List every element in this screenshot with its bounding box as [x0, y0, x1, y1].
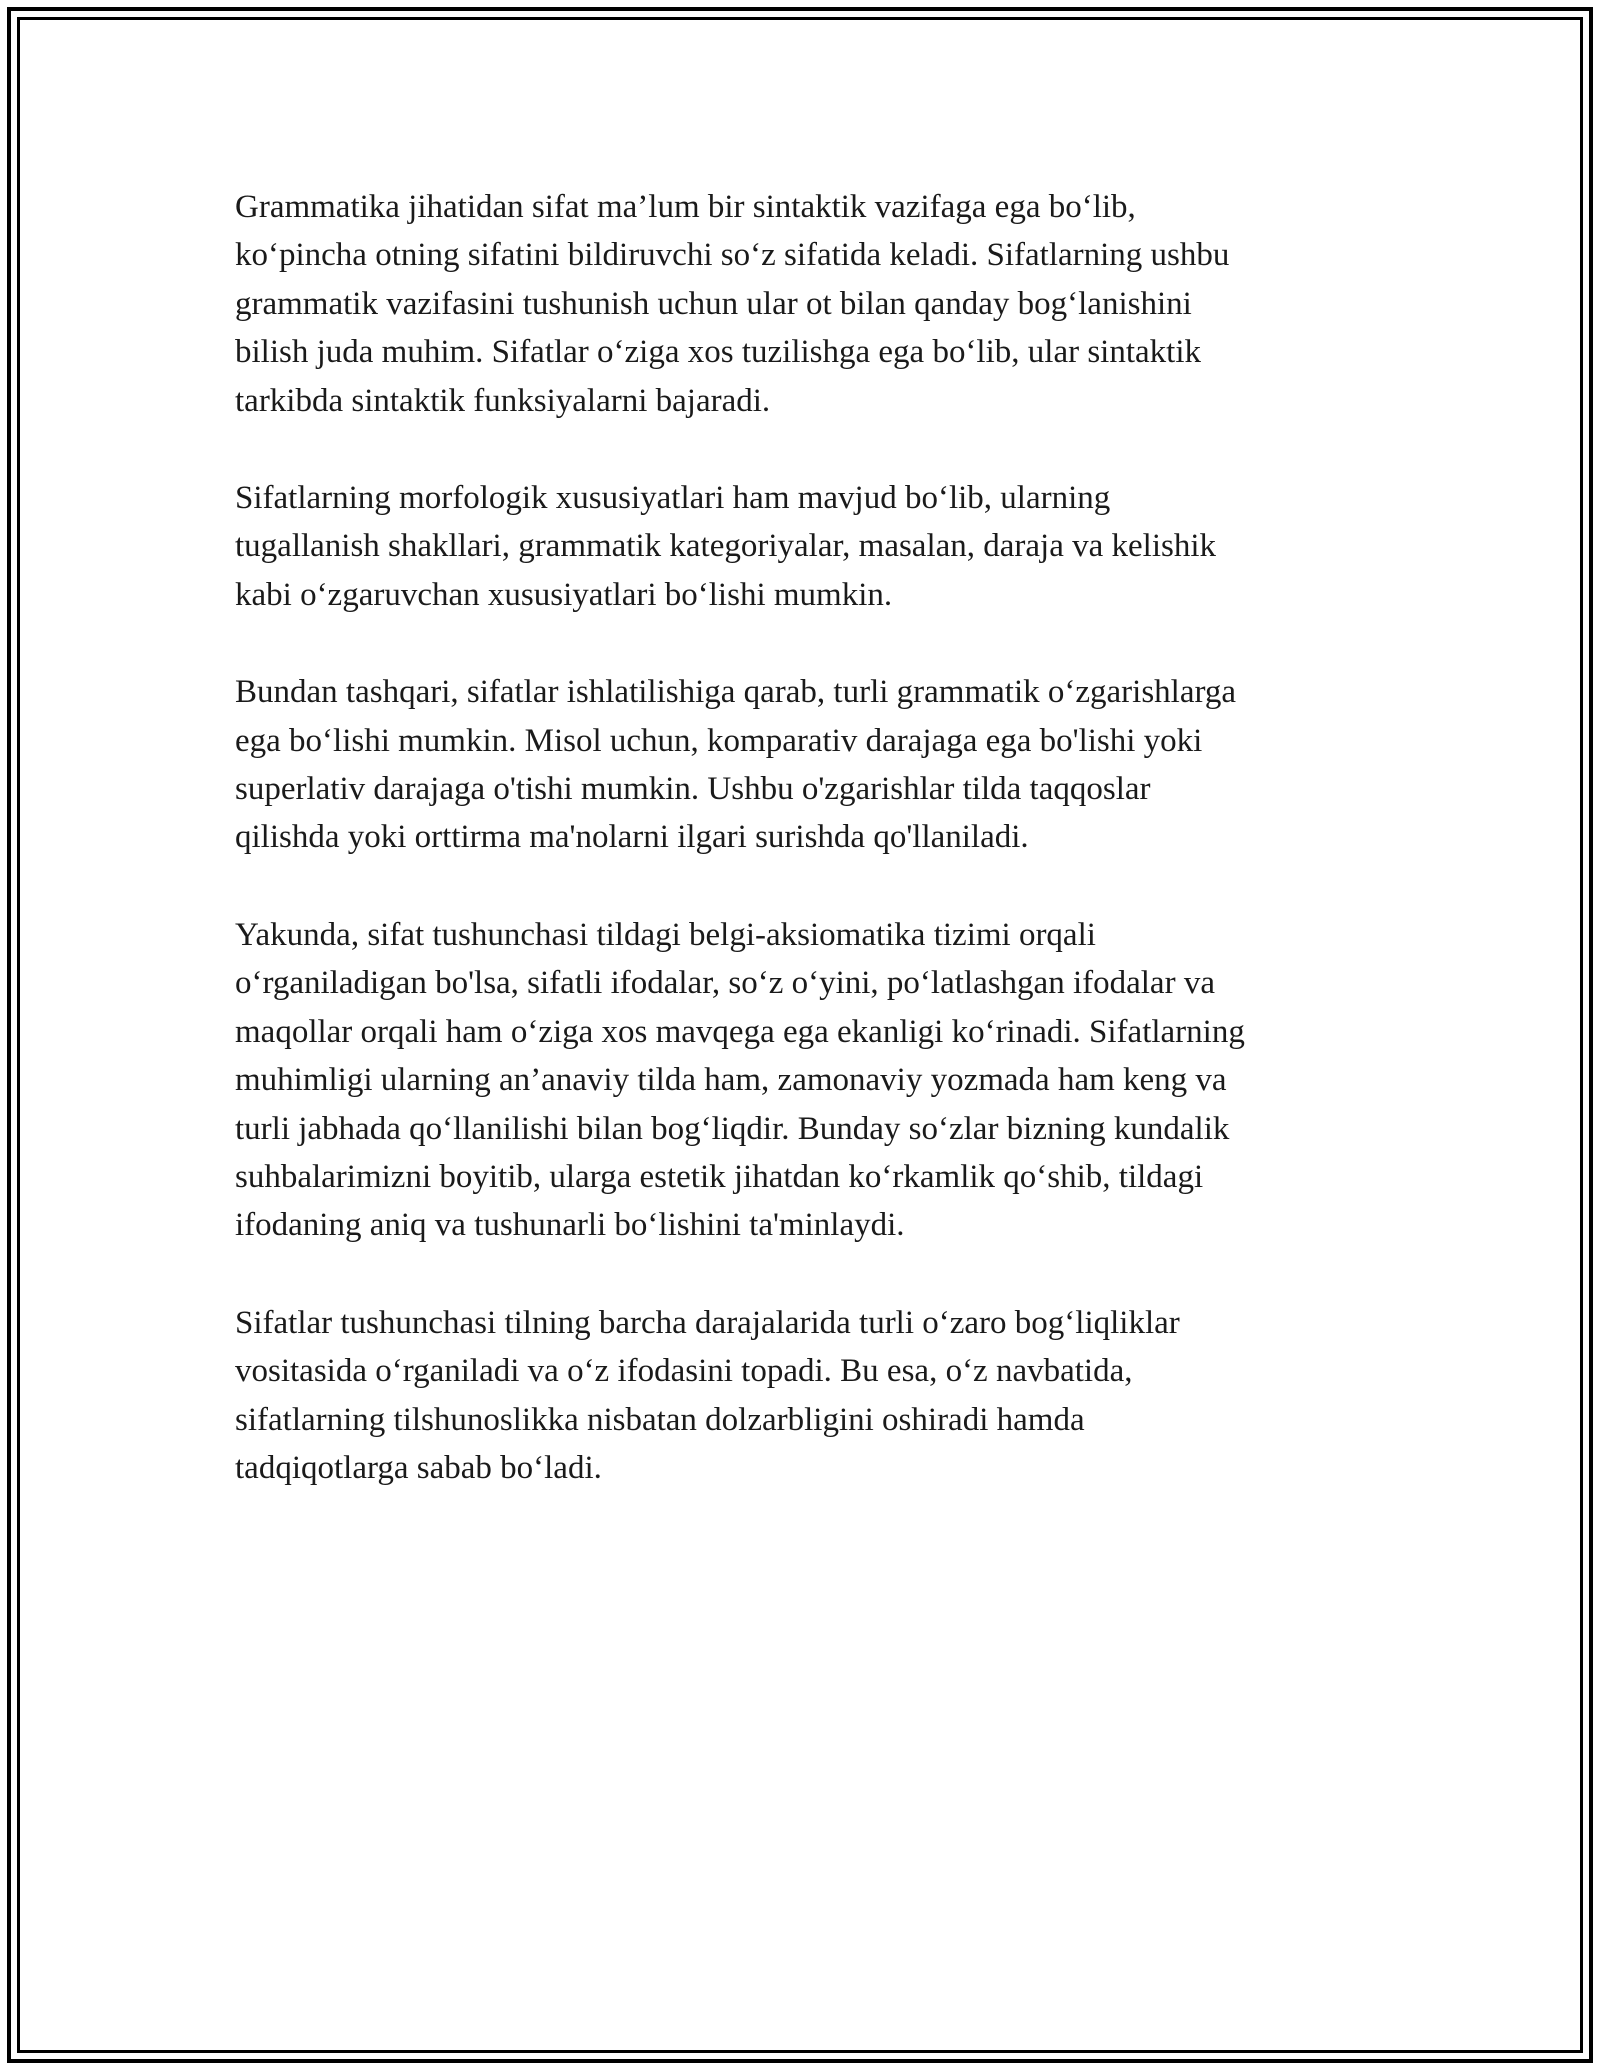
paragraph-1: Grammatika jihatidan sifat ma’lum bir sintaktik vazifaga ega bo‘lib, ko‘pincha otning sifatini bildiruvchi so‘z sifatida keladi. Sifatlarning ushbu grammatik vazifasini tushunish uchun ular ot bilan qanday bog‘lanishini bilish juda muhim. Sifatlar o‘ziga xos tuzilishga ega bo‘lib, ular sintaktik tarkibda sintaktik funksiyalarni bajaradi.	[235, 189, 1230, 419]
paragraph-3: Bundan tashqari, sifatlar ishlatilishiga qarab, turli grammatik o‘zgarishlarga ega bo‘lishi mumkin. Misol uchun, komparativ darajaga ega bo'lishi yoki superlativ darajaga o'tishi mumkin. Ushbu o'zgarishlar tilda taqqoslar qilishda yoki orttirma ma'nolarni ilgari surishda qo'llaniladi.	[235, 674, 1237, 856]
paragraph-4: Yakunda, sifat tushunchasi tildagi belgi-aksiomatika tizimi orqali o‘rganiladigan bo'lsa, sifatli ifodalar, so‘z o‘yini, po‘latlashgan ifodalar va maqollar orqali ham o‘ziga xos mavqega ega ekanligi ko‘rinadi. Sifatlarning muhimligi ularning an’anaviy tilda ham, zamonaviy yozmada ham keng va turli jabhada qo‘llanilishi bilan bog‘liqdir. Bunday so‘zlar bizning kundalik suhbalarimizni boyitib, ularga estetik jihatdan ko‘rkamlik qo‘shib, tildagi ifodaning aniq va tushunarli bo‘lishini ta'minlaydi.	[235, 916, 1245, 1244]
document-body	[235, 183, 1385, 1541]
paragraph-5: Sifatlar tushunchasi tilning barcha darajalarida turli o‘zaro bog‘liqliklar vositasida o‘rganiladi va o‘z ifodasini topadi. Bu esa, o‘z navbatida, sifatlarning tilshunoslikka nisbatan dolzarbligini oshiradi hamda tadqiqotlarga sabab bo‘ladi.	[235, 1304, 1180, 1486]
paragraph-2: Sifatlarning morfologik xususiyatlari ham mavjud bo‘lib, ularning tugallanish shakllari, grammatik kategoriyalar, masalan, daraja va kelishik kabi o‘zgaruvchan xususiyatlari bo‘lishi mumkin.	[235, 480, 1217, 613]
